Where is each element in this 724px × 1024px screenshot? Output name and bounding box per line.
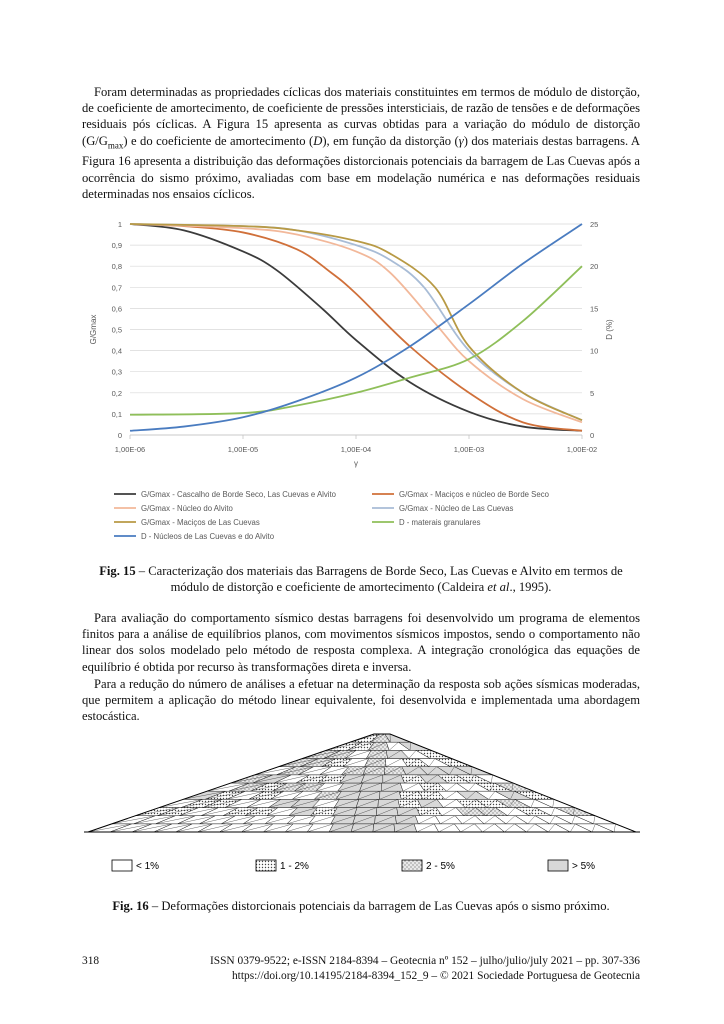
p1-subscript: max xyxy=(107,140,124,151)
fig15-text-a: – Caracterização dos materiais das Barragens de Borde Seco, Las Cuevas e Alvito em termos de módulo de distorção e coeficiente de amortecimento (Caldeira xyxy=(135,564,623,594)
x-tick-label: 1,00E-04 xyxy=(340,445,372,454)
y2-tick-label: 15 xyxy=(590,304,599,314)
legend-label-4: G/Gmax - Maciços de Las Cuevas xyxy=(141,518,260,527)
figure-15-caption xyxy=(82,563,640,595)
y-tick-label: 0,3 xyxy=(111,367,122,377)
page-number: 318 xyxy=(82,955,100,967)
paragraph-2: Para avaliação do comportamento sísmico destas barragens foi desenvolvido um programa de elementos finitos para a análise de equilíbrios planos, com movimentos sísmicos impostos, sendo o comportamento não linear dos solos modelado pelo método de resposta complexa. A integração cronológica das equações de equilíbrio é obtida por recurso às transformações direta e inversa. xyxy=(82,611,640,674)
y-tick-label: 0,9 xyxy=(111,241,122,251)
footer-issn: ISSN 0379-9522; e-ISSN 2184-8394 – Geotecnia nº 152 – julho/julio/july 2021 – pp. 307-336 xyxy=(209,955,640,967)
y-tick-label: 0,5 xyxy=(111,325,122,335)
legend-label-5: D - materais granulares xyxy=(399,518,481,527)
paragraph-3: Para a redução do número de análises a efetuar na determinação da resposta sob ações sísmicas moderadas, que permitem a aplicação do método linear equivalente, foi desenvolvida e implementada uma abordagem estocástica. xyxy=(82,677,640,724)
legend-label-2-5: 2 - 5% xyxy=(426,861,455,872)
series-line-4 xyxy=(130,224,582,420)
series-line-3 xyxy=(130,224,582,420)
y-tick-label: 0,1 xyxy=(111,409,122,419)
mesh-element xyxy=(397,808,420,816)
x-tick-label: 1,00E-06 xyxy=(114,445,146,454)
y2-tick-label: 0 xyxy=(590,431,595,440)
y2-tick-label: 5 xyxy=(590,388,595,398)
y2-tick-label: 10 xyxy=(590,346,599,356)
dam-mesh-group xyxy=(84,734,640,832)
fig16-text: – Deformações distorcionais potenciais da barragem de Las Cuevas após o sismo próximo. xyxy=(148,899,610,913)
x-axis-label: γ xyxy=(354,459,358,468)
y-tick-label: 0,7 xyxy=(111,283,122,293)
legend-label-6: D - Núcleos de Las Cuevas e do Alvito xyxy=(141,532,275,541)
fig15-label: Fig. 15 xyxy=(99,564,136,578)
y-tick-label: 0 xyxy=(117,431,122,440)
x-tick-label: 1,00E-03 xyxy=(453,445,485,454)
legend-label-3: G/Gmax - Núcleo de Las Cuevas xyxy=(399,504,514,513)
figure-15-chart xyxy=(82,208,640,560)
legend-swatch-2-5 xyxy=(402,860,422,871)
p1-text: Foram determinadas as propriedades cíclicas dos materiais constituintes em termos de módulo de distorção, de coeficiente de amortecimento, de coeficiente de pressões intersticiais, de razão de tensões e de deformações residuais pós cíclicas. A Figura 15 apresenta as curvas obtidas para a variação do módulo de distorção (G/G xyxy=(82,85,640,148)
legend-swatch-1-2 xyxy=(256,860,276,871)
legend-label-1-2: 1 - 2% xyxy=(280,861,309,872)
x-tick-label: 1,00E-02 xyxy=(566,445,598,454)
figure-16-dam-mesh xyxy=(84,728,640,886)
y2-tick-label: 20 xyxy=(590,262,599,272)
y-axis-label: G/Gmax xyxy=(89,314,98,345)
fig16-label: Fig. 16 xyxy=(112,899,149,913)
fig15-text-b: ., 1995). xyxy=(509,580,552,594)
legend-swatch-gt5 xyxy=(548,860,568,871)
legend-swatch-lt1 xyxy=(112,860,132,871)
p1-text-d: ) dos materiais destas barragens. A Figura 16 apresenta a distribuição das deformações distorcionais potenciais da barragem de Las Cuevas após a ocorrência do sismo próximo, avaliadas com base em modelação numérica e nas deformações residuais determinadas nos ensaios cíclicos. xyxy=(82,133,640,201)
mesh-element xyxy=(395,816,418,824)
dam-legend xyxy=(112,860,595,872)
mesh-element xyxy=(383,775,405,783)
y-tick-label: 0,6 xyxy=(111,304,122,314)
legend-label-1: G/Gmax - Maciços e núcleo de Borde Seco xyxy=(399,490,549,499)
legend-label-gt5: > 5% xyxy=(572,861,596,872)
figure-16-caption xyxy=(82,898,640,914)
y-tick-label: 1 xyxy=(117,220,122,229)
legend-label-0: G/Gmax - Cascalho de Borde Seco, Las Cuevas e Alvito xyxy=(141,490,337,499)
footer-doi: https://doi.org/10.14195/2184-8394_152_9 – © 2021 Sociedade Portuguesa de Geotecnia xyxy=(231,970,640,982)
y2-tick-label: 25 xyxy=(590,220,599,229)
p1-symbol-gamma: γ xyxy=(458,133,464,148)
y-tick-label: 0,2 xyxy=(111,388,122,398)
p1-text-b: ) e do coeficiente de amortecimento ( xyxy=(123,133,314,148)
y2-axis-label: D (%) xyxy=(605,319,614,340)
paragraph-1 xyxy=(82,84,640,202)
fig15-text-italic: et al xyxy=(487,580,510,594)
p1-text-c: ), em função da distorção ( xyxy=(322,133,459,148)
legend-label-2: G/Gmax - Núcleo do Alvito xyxy=(141,504,233,513)
legend-label-lt1: < 1% xyxy=(136,861,160,872)
p1-symbol-d: D xyxy=(313,133,323,148)
y-tick-label: 0,8 xyxy=(111,262,122,272)
y-tick-label: 0,4 xyxy=(111,346,122,356)
x-tick-label: 1,00E-05 xyxy=(227,445,259,454)
